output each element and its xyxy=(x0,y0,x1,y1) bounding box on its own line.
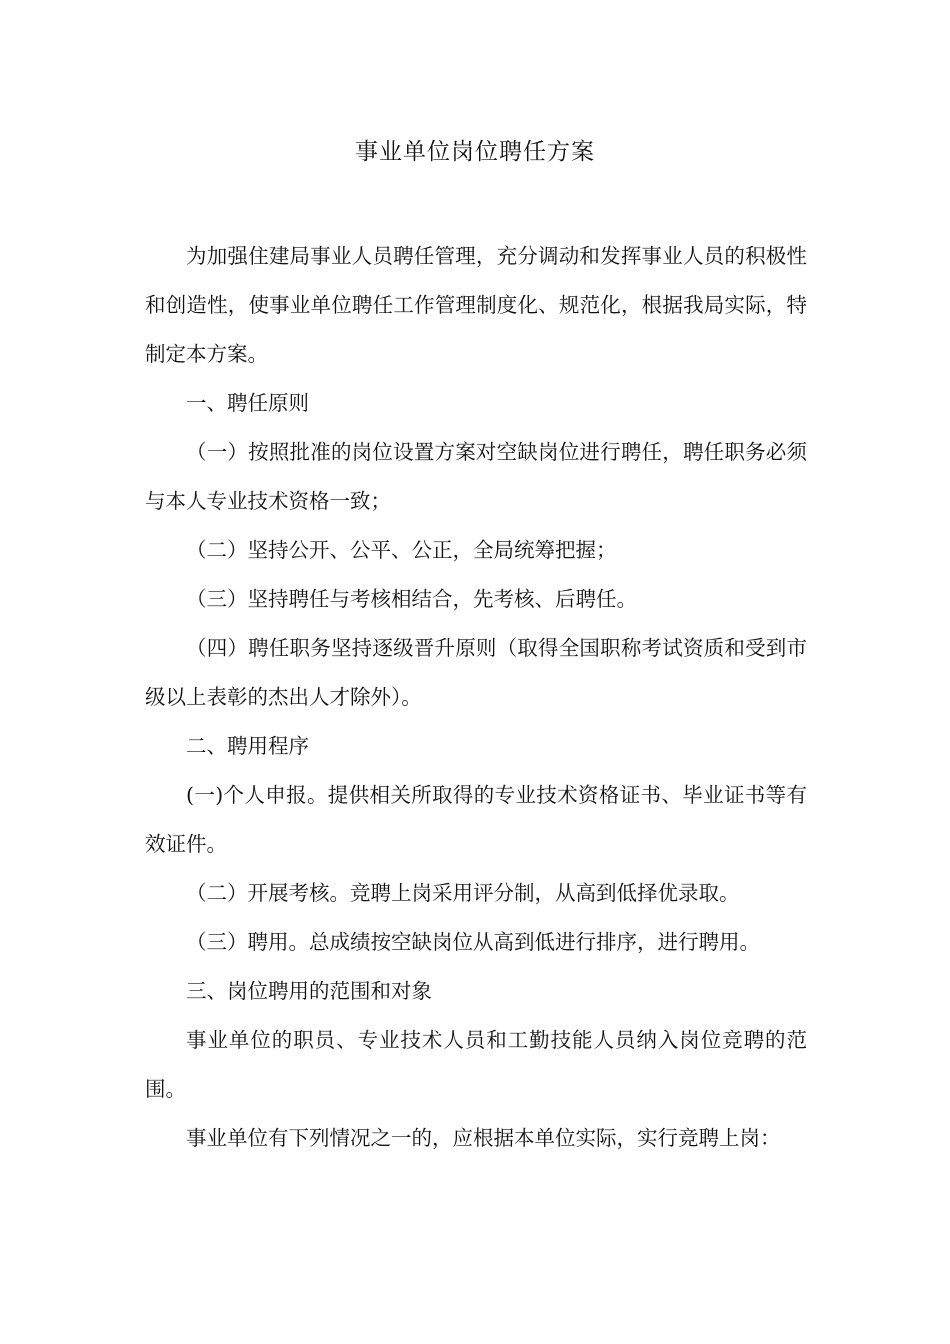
section-heading-procedure: 二、聘用程序 xyxy=(186,734,309,758)
procedure-item-3: （三）聘用。总成绩按空缺岗位从高到低进行排序，进行聘用。 xyxy=(186,930,760,954)
scope-paragraph-1: 事业单位的职员、专业技术人员和工勤技能人员纳入岗位竞聘的范围。 xyxy=(145,1028,807,1101)
principle-item-3: （三）坚持聘任与考核相结合，先考核、后聘任。 xyxy=(186,587,637,611)
document-title: 事业单位岗位聘任方案 xyxy=(355,139,595,165)
section-heading-scope: 三、岗位聘用的范围和对象 xyxy=(186,979,432,1003)
principle-item-4: （四）聘任职务坚持逐级晋升原则（取得全国职称考试资质和受到市级以上表彰的杰出人才除外）。 xyxy=(145,636,807,709)
principle-item-1: （一）按照批准的岗位设置方案对空缺岗位进行聘任，聘任职务必须与本人专业技术资格一致； xyxy=(145,440,807,513)
procedure-item-2: （二）开展考核。竞聘上岗采用评分制，从高到低择优录取。 xyxy=(186,881,740,905)
principle-item-2: （二）坚持公开、公平、公正，全局统筹把握； xyxy=(186,538,617,562)
scope-paragraph-2: 事业单位有下列情况之一的，应根据本单位实际，实行竞聘上岗： xyxy=(186,1126,781,1150)
intro-paragraph: 为加强住建局事业人员聘任管理，充分调动和发挥事业人员的积极性和创造性，使事业单位聘任工作管理制度化、规范化，根据我局实际，特制定本方案。 xyxy=(145,244,807,366)
procedure-item-1: (一)个人申报。提供相关所取得的专业技术资格证书、毕业证书等有效证件。 xyxy=(145,783,807,856)
document-body xyxy=(145,232,807,1163)
section-heading-principles: 一、聘任原则 xyxy=(186,391,309,415)
